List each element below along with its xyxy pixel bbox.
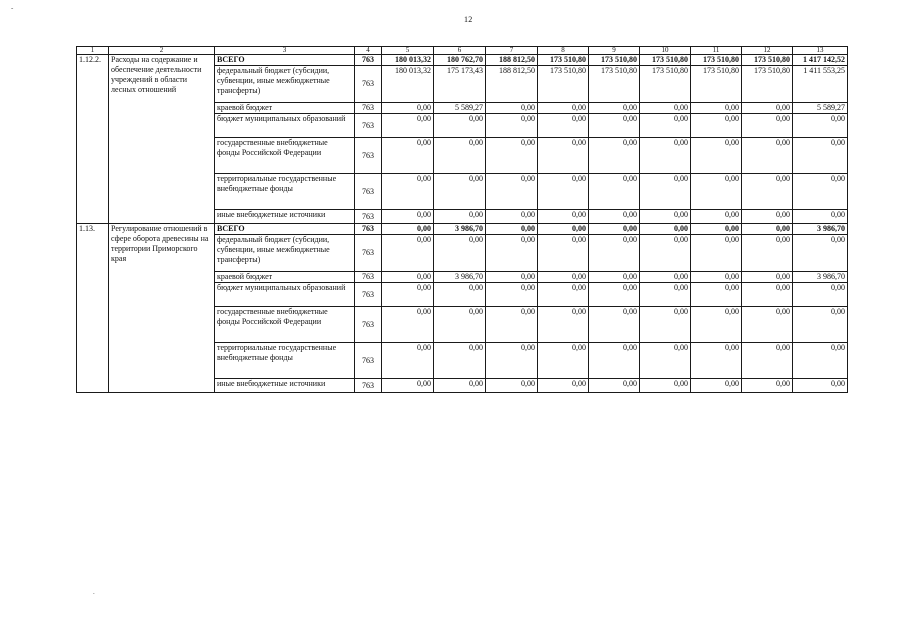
total-value: 3 986,70	[793, 224, 848, 235]
year-value: 0,00	[382, 235, 434, 272]
total-value: 1 417 142,52	[793, 55, 848, 66]
year-value: 0,00	[538, 224, 589, 235]
header-cell: 3	[215, 47, 355, 55]
year-value: 3 986,70	[434, 224, 486, 235]
year-value: 0,00	[434, 114, 486, 138]
year-value: 0,00	[538, 235, 589, 272]
year-value: 0,00	[382, 103, 434, 114]
year-value: 173 510,80	[640, 55, 691, 66]
section-name: Расходы на содержание и обеспечение деятельности учреждений в области лесных отношений	[109, 55, 215, 224]
year-value: 0,00	[382, 138, 434, 174]
year-value: 173 510,80	[742, 55, 793, 66]
year-value: 0,00	[486, 343, 538, 379]
year-value: 188 812,50	[486, 66, 538, 103]
budget-code: 763	[355, 343, 382, 379]
year-value: 0,00	[691, 174, 742, 210]
total-value: 3 986,70	[793, 272, 848, 283]
year-value: 0,00	[486, 307, 538, 343]
funding-source: бюджет муниципальных образований	[215, 114, 355, 138]
year-value: 0,00	[538, 307, 589, 343]
header-cell: 12	[742, 47, 793, 55]
budget-code: 763	[355, 283, 382, 307]
year-value: 0,00	[538, 210, 589, 224]
year-value: 0,00	[691, 343, 742, 379]
header-cell: 11	[691, 47, 742, 55]
year-value: 0,00	[382, 210, 434, 224]
year-value: 0,00	[742, 379, 793, 393]
year-value: 0,00	[434, 138, 486, 174]
total-value: 0,00	[793, 379, 848, 393]
scan-mark-top: -	[11, 4, 14, 12]
year-value: 0,00	[691, 379, 742, 393]
year-value: 0,00	[434, 343, 486, 379]
year-value: 180 762,70	[434, 55, 486, 66]
year-value: 0,00	[640, 379, 691, 393]
year-value: 0,00	[589, 307, 640, 343]
budget-code: 763	[355, 114, 382, 138]
year-value: 0,00	[589, 103, 640, 114]
year-value: 0,00	[691, 224, 742, 235]
year-value: 0,00	[589, 210, 640, 224]
year-value: 0,00	[691, 103, 742, 114]
year-value: 0,00	[691, 235, 742, 272]
year-value: 0,00	[382, 224, 434, 235]
year-value: 0,00	[538, 103, 589, 114]
funding-source: ВСЕГО	[215, 224, 355, 235]
funding-source: иные внебюджетные источники	[215, 379, 355, 393]
year-value: 0,00	[382, 307, 434, 343]
total-value: 0,00	[793, 210, 848, 224]
year-value: 0,00	[486, 103, 538, 114]
header-cell: 9	[589, 47, 640, 55]
year-value: 0,00	[589, 343, 640, 379]
year-value: 0,00	[742, 272, 793, 283]
header-cell: 5	[382, 47, 434, 55]
funding-source: краевой бюджет	[215, 272, 355, 283]
year-value: 0,00	[640, 283, 691, 307]
year-value: 173 510,80	[589, 55, 640, 66]
year-value: 0,00	[382, 379, 434, 393]
year-value: 0,00	[538, 272, 589, 283]
year-value: 0,00	[640, 272, 691, 283]
funding-source: территориальные государственные внебюджетные фонды	[215, 343, 355, 379]
table-row	[77, 224, 848, 235]
table-row	[77, 55, 848, 66]
year-value: 0,00	[742, 174, 793, 210]
year-value: 0,00	[486, 174, 538, 210]
year-value: 175 173,43	[434, 66, 486, 103]
total-value: 0,00	[793, 114, 848, 138]
year-value: 173 510,80	[691, 66, 742, 103]
year-value: 0,00	[640, 103, 691, 114]
budget-code: 763	[355, 224, 382, 235]
year-value: 0,00	[382, 272, 434, 283]
budget-code: 763	[355, 138, 382, 174]
year-value: 0,00	[486, 224, 538, 235]
year-value: 0,00	[691, 138, 742, 174]
year-value: 173 510,80	[538, 66, 589, 103]
year-value: 0,00	[691, 272, 742, 283]
year-value: 0,00	[640, 307, 691, 343]
header-cell: 6	[434, 47, 486, 55]
funding-source: федеральный бюджет (субсидии, субвенции, иные межбюджетные трансферты)	[215, 66, 355, 103]
budget-code: 763	[355, 174, 382, 210]
budget-table	[76, 46, 848, 393]
year-value: 0,00	[640, 114, 691, 138]
year-value: 0,00	[589, 283, 640, 307]
year-value: 0,00	[589, 138, 640, 174]
year-value: 0,00	[486, 210, 538, 224]
year-value: 0,00	[486, 138, 538, 174]
year-value: 0,00	[538, 174, 589, 210]
year-value: 0,00	[486, 272, 538, 283]
year-value: 173 510,80	[691, 55, 742, 66]
year-value: 180 013,32	[382, 66, 434, 103]
total-value: 0,00	[793, 174, 848, 210]
total-value: 5 589,27	[793, 103, 848, 114]
year-value: 0,00	[486, 114, 538, 138]
year-value: 0,00	[434, 174, 486, 210]
year-value: 0,00	[589, 114, 640, 138]
budget-code: 763	[355, 66, 382, 103]
year-value: 0,00	[538, 283, 589, 307]
year-value: 0,00	[640, 343, 691, 379]
year-value: 0,00	[486, 235, 538, 272]
year-value: 0,00	[640, 210, 691, 224]
year-value: 0,00	[742, 138, 793, 174]
year-value: 5 589,27	[434, 103, 486, 114]
year-value: 0,00	[589, 379, 640, 393]
year-value: 0,00	[640, 235, 691, 272]
header-row	[77, 47, 848, 55]
total-value: 0,00	[793, 235, 848, 272]
budget-code: 763	[355, 307, 382, 343]
total-value: 0,00	[793, 283, 848, 307]
header-cell: 1	[77, 47, 109, 55]
year-value: 0,00	[742, 235, 793, 272]
year-value: 0,00	[742, 283, 793, 307]
year-value: 0,00	[486, 283, 538, 307]
year-value: 0,00	[382, 283, 434, 307]
year-value: 0,00	[434, 235, 486, 272]
year-value: 180 013,32	[382, 55, 434, 66]
table-body	[77, 47, 848, 393]
header-cell: 7	[486, 47, 538, 55]
year-value: 0,00	[382, 174, 434, 210]
section-number: 1.13.	[77, 224, 109, 393]
budget-code: 763	[355, 103, 382, 114]
year-value: 0,00	[538, 379, 589, 393]
total-value: 0,00	[793, 343, 848, 379]
scan-mark-bottom: .	[93, 588, 95, 596]
page-number: 12	[464, 15, 473, 24]
year-value: 0,00	[742, 210, 793, 224]
header-cell: 4	[355, 47, 382, 55]
year-value: 0,00	[640, 224, 691, 235]
budget-code: 763	[355, 235, 382, 272]
year-value: 0,00	[589, 174, 640, 210]
year-value: 0,00	[434, 307, 486, 343]
funding-source: бюджет муниципальных образований	[215, 283, 355, 307]
funding-source: государственные внебюджетные фонды Российской Федерации	[215, 307, 355, 343]
budget-code: 763	[355, 379, 382, 393]
year-value: 0,00	[382, 343, 434, 379]
funding-source: федеральный бюджет (субсидии, субвенции, иные межбюджетные трансферты)	[215, 235, 355, 272]
year-value: 0,00	[589, 235, 640, 272]
year-value: 0,00	[691, 114, 742, 138]
funding-source: ВСЕГО	[215, 55, 355, 66]
section-number: 1.12.2.	[77, 55, 109, 224]
year-value: 0,00	[589, 272, 640, 283]
year-value: 0,00	[691, 283, 742, 307]
year-value: 0,00	[434, 379, 486, 393]
header-cell: 8	[538, 47, 589, 55]
header-cell: 10	[640, 47, 691, 55]
year-value: 0,00	[691, 210, 742, 224]
year-value: 0,00	[538, 343, 589, 379]
year-value: 0,00	[691, 307, 742, 343]
funding-source: государственные внебюджетные фонды Российской Федерации	[215, 138, 355, 174]
year-value: 0,00	[486, 379, 538, 393]
total-value: 0,00	[793, 307, 848, 343]
year-value: 0,00	[742, 103, 793, 114]
year-value: 0,00	[538, 114, 589, 138]
year-value: 188 812,50	[486, 55, 538, 66]
year-value: 0,00	[589, 224, 640, 235]
year-value: 0,00	[382, 114, 434, 138]
funding-source: территориальные государственные внебюджетные фонды	[215, 174, 355, 210]
year-value: 0,00	[742, 307, 793, 343]
year-value: 0,00	[742, 343, 793, 379]
total-value: 1 411 553,25	[793, 66, 848, 103]
budget-code: 763	[355, 210, 382, 224]
year-value: 0,00	[640, 174, 691, 210]
year-value: 3 986,70	[434, 272, 486, 283]
budget-code: 763	[355, 272, 382, 283]
funding-source: краевой бюджет	[215, 103, 355, 114]
year-value: 0,00	[742, 114, 793, 138]
year-value: 173 510,80	[538, 55, 589, 66]
year-value: 0,00	[434, 210, 486, 224]
year-value: 0,00	[538, 138, 589, 174]
year-value: 173 510,80	[742, 66, 793, 103]
funding-source: иные внебюджетные источники	[215, 210, 355, 224]
header-cell: 13	[793, 47, 848, 55]
section-name: Регулирование отношений в сфере оборота древесины на территории Приморского края	[109, 224, 215, 393]
header-cell: 2	[109, 47, 215, 55]
year-value: 0,00	[742, 224, 793, 235]
total-value: 0,00	[793, 138, 848, 174]
year-value: 173 510,80	[589, 66, 640, 103]
year-value: 0,00	[434, 283, 486, 307]
year-value: 0,00	[640, 138, 691, 174]
budget-code: 763	[355, 55, 382, 66]
year-value: 173 510,80	[640, 66, 691, 103]
